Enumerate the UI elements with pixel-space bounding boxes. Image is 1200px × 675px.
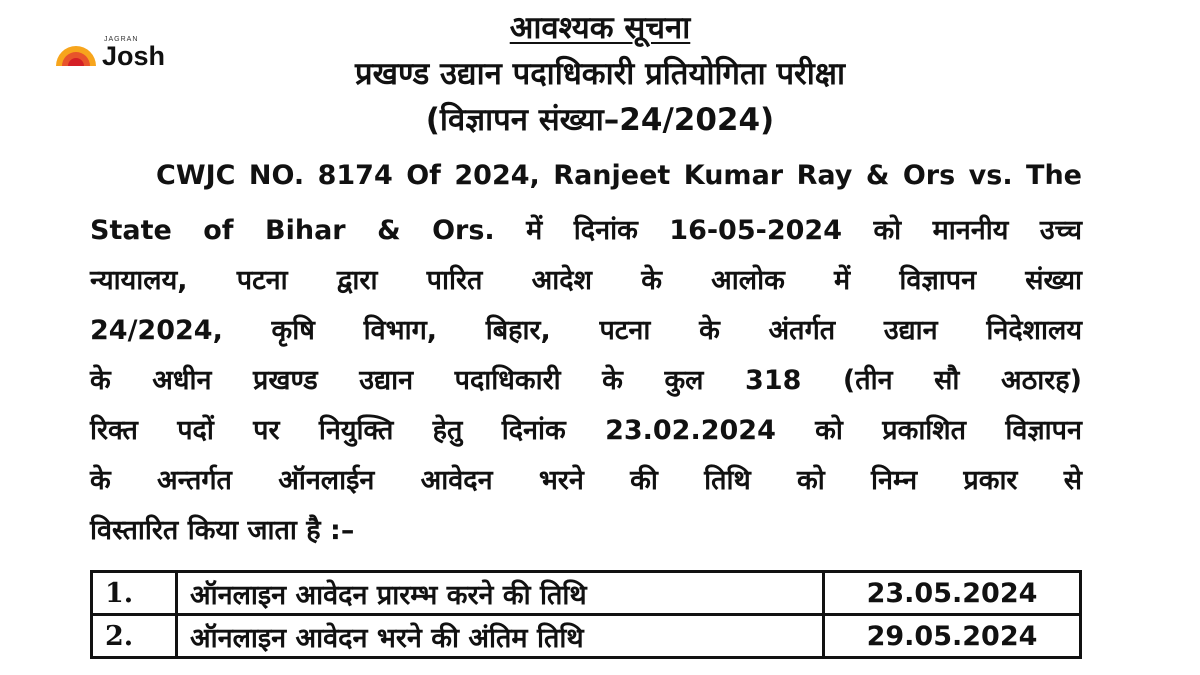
body-line-6: रिक्त पदों पर नियुक्ति हेतु दिनांक 23.02.2024 को प्रकाशित विज्ञापन [90,415,1082,446]
row-number: 2. [92,615,177,658]
advertisement-number: (विज्ञापन संख्या–24/2024) [425,102,775,138]
row-date: 29.05.2024 [824,615,1081,658]
row-number: 1. [92,572,177,615]
notice-title: आवश्यक सूचना [509,10,691,46]
body-line-3: न्यायालय, पटना द्वारा पारित आदेश के आलोक में विज्ञापन संख्या [90,265,1082,296]
row-date: 23.05.2024 [824,572,1081,615]
table-row [92,615,1081,658]
logo-brand-small: JAGRAN [104,36,139,43]
body-line-1: CWJC NO. 8174 Of 2024, Ranjeet Kumar Ray & Ors vs. The [156,160,1082,191]
table-row [92,572,1081,615]
dates-table [90,570,1082,659]
body-line-8: विस्तारित किया जाता है :– [90,515,355,546]
row-label: ऑनलाइन आवेदन भरने की अंतिम तिथि [177,615,824,658]
body-line-4: 24/2024, कृषि विभाग, बिहार, पटना के अंतर्गत उद्यान निदेशालय [90,315,1082,346]
row-label: ऑनलाइन आवेदन प्रारम्भ करने की तिथि [177,572,824,615]
logo-brand-main: Josh [102,41,166,71]
body-line-5: के अधीन प्रखण्ड उद्यान पदाधिकारी के कुल 318 (तीन सौ अठारह) [90,365,1082,396]
body-line-7: के अन्तर्गत ऑनलाईन आवेदन भरने की तिथि को निम्न प्रकार से [90,465,1082,496]
body-line-2: State of Bihar & Ors. में दिनांक 16-05-2024 को माननीय उच्च [90,215,1082,246]
exam-title: प्रखण्ड उद्यान पदाधिकारी प्रतियोगिता परीक्षा [354,56,846,92]
